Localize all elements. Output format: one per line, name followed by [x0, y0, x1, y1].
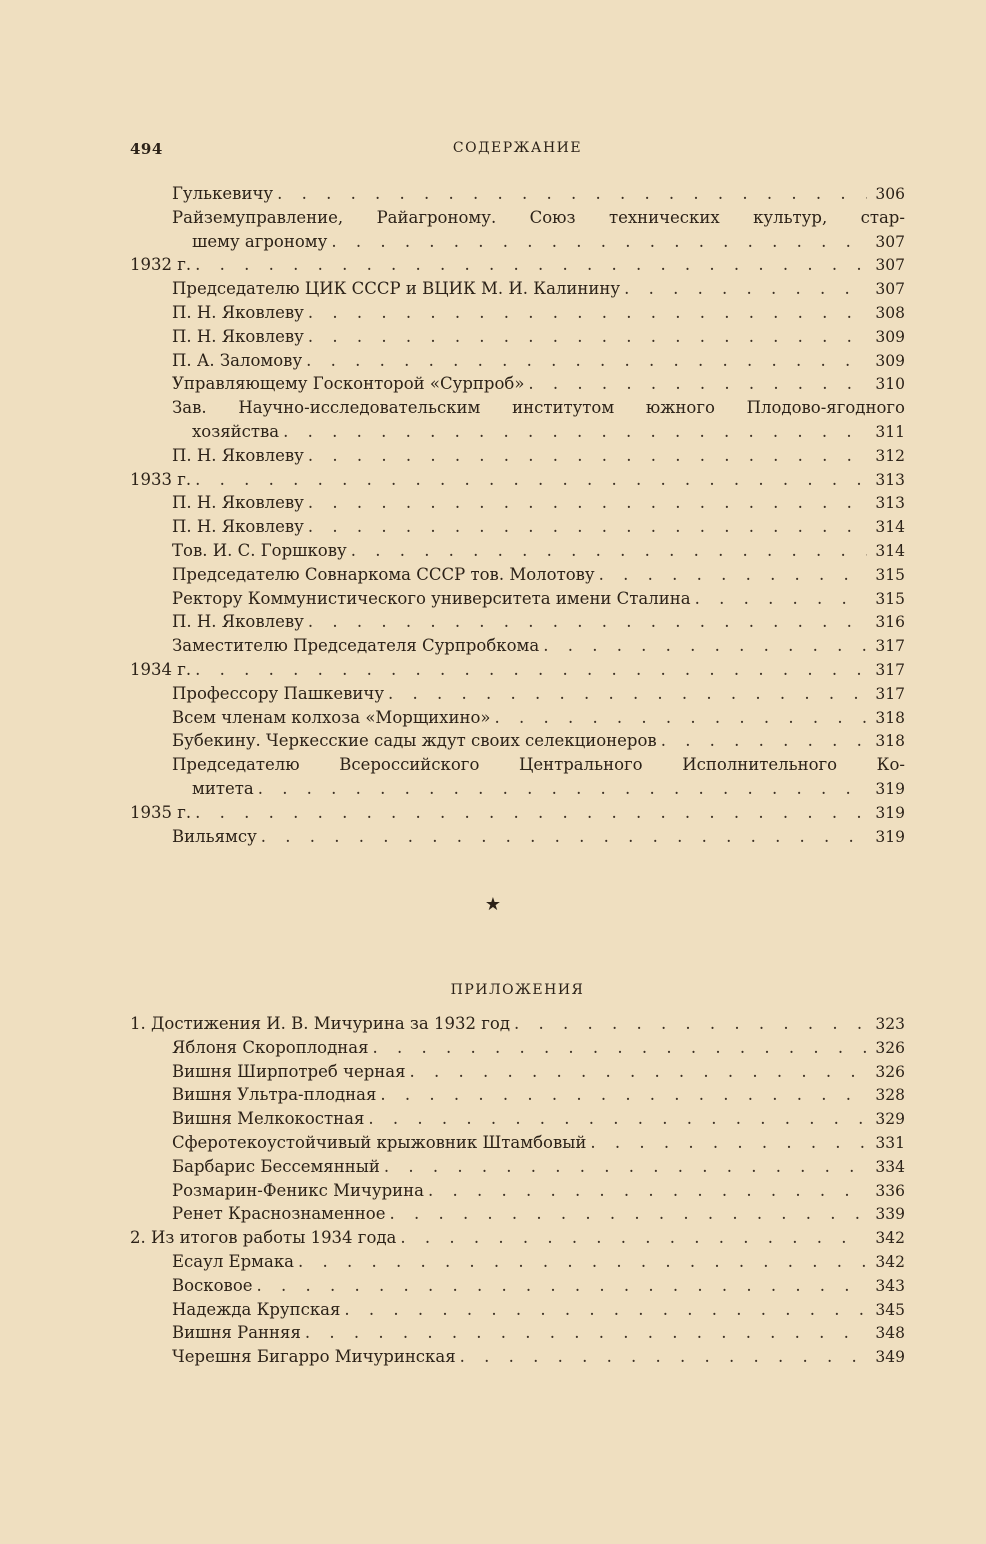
toc-word: Зав. [172, 398, 207, 418]
toc-page-number: 334 [875, 1157, 905, 1176]
dot-leader [331, 230, 867, 254]
toc-page-number: 315 [875, 565, 905, 584]
toc-page-number: 328 [875, 1086, 905, 1105]
toc-page-number: 318 [875, 708, 905, 727]
toc-entry [130, 658, 905, 682]
toc-page-number: 348 [875, 1324, 905, 1343]
toc-entry-label: Председателю Совнаркома СССР тов. Молотову [172, 564, 595, 584]
dot-leader [195, 658, 867, 682]
toc-page-number: 339 [875, 1205, 905, 1224]
toc-page-number: 313 [875, 470, 905, 489]
toc-entry-label: Розмарин-Феникс Мичурина [172, 1180, 424, 1200]
toc-entry [130, 301, 905, 325]
toc-entry-label: П. Н. Яковлеву [172, 445, 304, 465]
toc-entry [130, 587, 905, 611]
toc-entry [130, 372, 905, 396]
toc-entry [130, 349, 905, 373]
toc-entry-label: 1934 г. [130, 659, 192, 679]
toc-entry [130, 825, 905, 849]
toc-entry-label: Бубекину. Черкесские сады ждут своих селекционеров [172, 731, 657, 751]
toc-page-number: 315 [875, 589, 905, 608]
toc-entry-label: 1933 г. [130, 469, 192, 489]
toc-page-number: 336 [875, 1181, 905, 1200]
dot-leader [306, 349, 867, 373]
toc-entry [130, 1274, 905, 1298]
toc-entry [130, 1202, 905, 1226]
toc-entry-label: Ректору Коммунистического университета имени Сталина [172, 588, 691, 608]
dot-leader [494, 706, 867, 730]
toc-page-number: 312 [875, 446, 905, 465]
table-of-contents [130, 182, 905, 848]
toc-word: южного [645, 398, 715, 418]
toc-entry-label: 1935 г. [130, 802, 192, 822]
toc-entry-label: 1. Достижения И. В. Мичурина за 1932 год [130, 1014, 510, 1033]
toc-page-number: 319 [875, 827, 905, 846]
toc-entry [130, 468, 905, 492]
toc-entry-label: Ренет Краснознаменное [172, 1204, 386, 1224]
toc-entry-label: Черешня Бигарро Мичуринская [172, 1347, 456, 1367]
dot-leader [389, 1202, 867, 1226]
dot-leader [410, 1060, 867, 1084]
dot-leader [599, 563, 867, 587]
toc-entry-first-line [130, 753, 905, 777]
page-number: 494 [130, 140, 163, 158]
toc-page-number: 342 [875, 1252, 905, 1271]
dot-leader [283, 420, 867, 444]
toc-page-number: 349 [875, 1348, 905, 1367]
toc-word: технических [608, 207, 720, 227]
toc-entry [130, 706, 905, 730]
toc-word: Райземуправление, [172, 207, 344, 227]
toc-entry-label: Надежда Крупская [172, 1299, 341, 1319]
toc-entry-label: шему агроному [192, 231, 328, 251]
toc-page-number: 316 [875, 613, 905, 632]
toc-entry [130, 230, 905, 254]
toc-page-number: 306 [875, 185, 905, 203]
toc-entry [130, 610, 905, 634]
toc-entry-label: Вишня Ширпотреб черная [172, 1061, 406, 1081]
toc-page-number: 309 [875, 327, 905, 346]
dot-leader [305, 1321, 867, 1345]
dot-leader [308, 515, 867, 539]
dot-leader [428, 1179, 867, 1203]
toc-word: культур, [753, 207, 828, 227]
toc-entry [130, 1226, 905, 1250]
toc-entry [130, 1345, 905, 1369]
toc-entry-label: 2. Из итогов работы 1934 года [130, 1228, 397, 1248]
toc-word: Плодово-ягодного [746, 398, 905, 418]
dot-leader [373, 1036, 867, 1060]
dot-leader [308, 491, 867, 515]
toc-page-number: 307 [875, 232, 905, 251]
toc-page-number: 307 [875, 280, 905, 299]
dot-leader [308, 444, 867, 468]
toc-entry-label: П. А. Заломову [172, 350, 303, 370]
toc-entry [130, 682, 905, 706]
toc-entry-label: Вишня Ультра-плодная [172, 1085, 377, 1105]
toc-entry-label: Вишня Мелкокостная [172, 1109, 365, 1129]
dot-leader [308, 325, 867, 349]
toc-entry-label: Профессору Пашкевичу [172, 683, 385, 703]
toc-page-number: 342 [875, 1229, 905, 1248]
toc-entry [130, 1321, 905, 1345]
toc-page-number: 314 [875, 541, 905, 560]
toc-word: Председателю [172, 755, 300, 775]
toc-word: институтом [512, 398, 615, 418]
running-title: СОДЕРЖАНИЕ [452, 140, 583, 156]
toc-entry-label: П. Н. Яковлеву [172, 612, 304, 632]
toc-entry-label: Есаул Ермака [172, 1251, 294, 1271]
toc-entry [130, 325, 905, 349]
dot-leader [400, 1226, 867, 1250]
toc-entry [130, 563, 905, 587]
toc-entry-label: Сферотекоустойчивый крыжовник Штамбовый [172, 1132, 587, 1152]
toc-entry [130, 491, 905, 515]
dot-leader [351, 539, 867, 563]
dot-leader [195, 253, 867, 277]
toc-entry [130, 777, 905, 801]
toc-page-number: 345 [875, 1300, 905, 1319]
toc-entry-label: Яблоня Скороплодная [172, 1037, 369, 1057]
dot-leader [344, 1298, 867, 1322]
toc-page-number: 326 [875, 1062, 905, 1081]
toc-entry-label: Барбарис Бессемянный [172, 1156, 380, 1176]
toc-entry-label: Заместителю Председателя Сурпробкома [172, 636, 540, 656]
toc-entry [130, 1298, 905, 1322]
toc-page-number: 318 [875, 732, 905, 751]
toc-page-number: 326 [875, 1038, 905, 1057]
toc-entry [130, 253, 905, 277]
toc-entry [130, 634, 905, 658]
toc-entry-label: П. Н. Яковлеву [172, 517, 304, 537]
dot-leader [528, 372, 867, 396]
dot-leader [590, 1131, 867, 1155]
toc-entry-label: Управляющему Госконторой «Сурпроб» [172, 374, 525, 394]
toc-word: Союз [529, 207, 576, 227]
dot-leader [257, 1274, 867, 1298]
dot-leader [388, 682, 867, 706]
toc-entry [130, 277, 905, 301]
dot-leader [368, 1107, 867, 1131]
toc-entry-label: хозяйства [192, 421, 280, 441]
toc-page-number: 317 [875, 637, 905, 656]
toc-entry-label: Восковое [172, 1275, 253, 1295]
dot-leader [258, 777, 867, 801]
toc-entry [130, 444, 905, 468]
dot-leader [624, 277, 867, 301]
toc-page-number: 307 [875, 256, 905, 275]
toc-entry-label: митета [192, 778, 254, 798]
toc-page-number: 311 [875, 422, 905, 441]
dot-leader [195, 801, 867, 825]
toc-word: Райагроному. [376, 207, 497, 227]
toc-page-number: 308 [875, 303, 905, 322]
dot-leader [384, 1155, 867, 1179]
dot-leader [261, 825, 867, 849]
toc-page-number: 323 [875, 1015, 905, 1033]
toc-entry [130, 1155, 905, 1179]
toc-word: Всероссийского [339, 755, 480, 775]
toc-entry [130, 1060, 905, 1084]
toc-page-number: 329 [875, 1110, 905, 1129]
toc-entry [130, 1250, 905, 1274]
toc-entry [130, 539, 905, 563]
toc-entry [130, 1107, 905, 1131]
toc-entry [130, 182, 905, 206]
toc-page-number: 319 [875, 803, 905, 822]
toc-entry-label: Вильямсу [172, 826, 257, 846]
toc-entry-first-line [130, 206, 905, 230]
toc-page-number: 319 [875, 779, 905, 798]
appendix-contents [130, 1012, 905, 1369]
dot-leader [195, 468, 867, 492]
toc-word: стар- [860, 207, 905, 227]
dot-leader [308, 610, 867, 634]
dot-leader [695, 587, 867, 611]
toc-entry-label: Гулькевичу [172, 184, 274, 203]
toc-entry-first-line [130, 396, 905, 420]
toc-entry [130, 801, 905, 825]
toc-entry-label: П. Н. Яковлеву [172, 302, 304, 322]
dot-leader [308, 301, 867, 325]
toc-word: Научно-исследовательским [238, 398, 481, 418]
toc-entry [130, 729, 905, 753]
page-header [130, 140, 905, 162]
toc-entry [130, 1131, 905, 1155]
toc-entry [130, 1179, 905, 1203]
toc-word: Центрального [518, 755, 643, 775]
toc-page-number: 310 [875, 375, 905, 394]
toc-entry [130, 1083, 905, 1107]
toc-word: Ко- [876, 755, 905, 775]
toc-entry-label: 1932 г. [130, 255, 192, 275]
star-ornament-icon: ★ [484, 894, 502, 915]
toc-entry [130, 1012, 905, 1036]
toc-entry [130, 420, 905, 444]
toc-entry-label: П. Н. Яковлеву [172, 493, 304, 513]
dot-leader [380, 1083, 867, 1107]
dot-leader [298, 1250, 867, 1274]
toc-page-number: 309 [875, 351, 905, 370]
appendix-title: ПРИЛОЖЕНИЯ [450, 982, 585, 998]
toc-entry-label: Председателю ЦИК СССР и ВЦИК М. И. Калинину [172, 279, 621, 299]
toc-entry-label: Тов. И. С. Горшкову [172, 540, 347, 560]
toc-page-number: 314 [875, 518, 905, 537]
dot-leader [460, 1345, 867, 1369]
toc-page-number: 313 [875, 494, 905, 513]
dot-leader [514, 1012, 867, 1036]
toc-entry [130, 515, 905, 539]
toc-page-number: 331 [875, 1133, 905, 1152]
dot-leader [661, 729, 867, 753]
toc-page-number: 343 [875, 1276, 905, 1295]
toc-page-number: 317 [875, 684, 905, 703]
dot-leader [277, 182, 867, 206]
toc-entry-label: Вишня Ранняя [172, 1323, 301, 1343]
toc-entry-label: П. Н. Яковлеву [172, 326, 304, 346]
toc-page-number: 317 [875, 660, 905, 679]
dot-leader [543, 634, 867, 658]
toc-word: Исполнительного [682, 755, 838, 775]
toc-entry [130, 1036, 905, 1060]
toc-entry-label: Всем членам колхоза «Морщихино» [172, 707, 491, 727]
